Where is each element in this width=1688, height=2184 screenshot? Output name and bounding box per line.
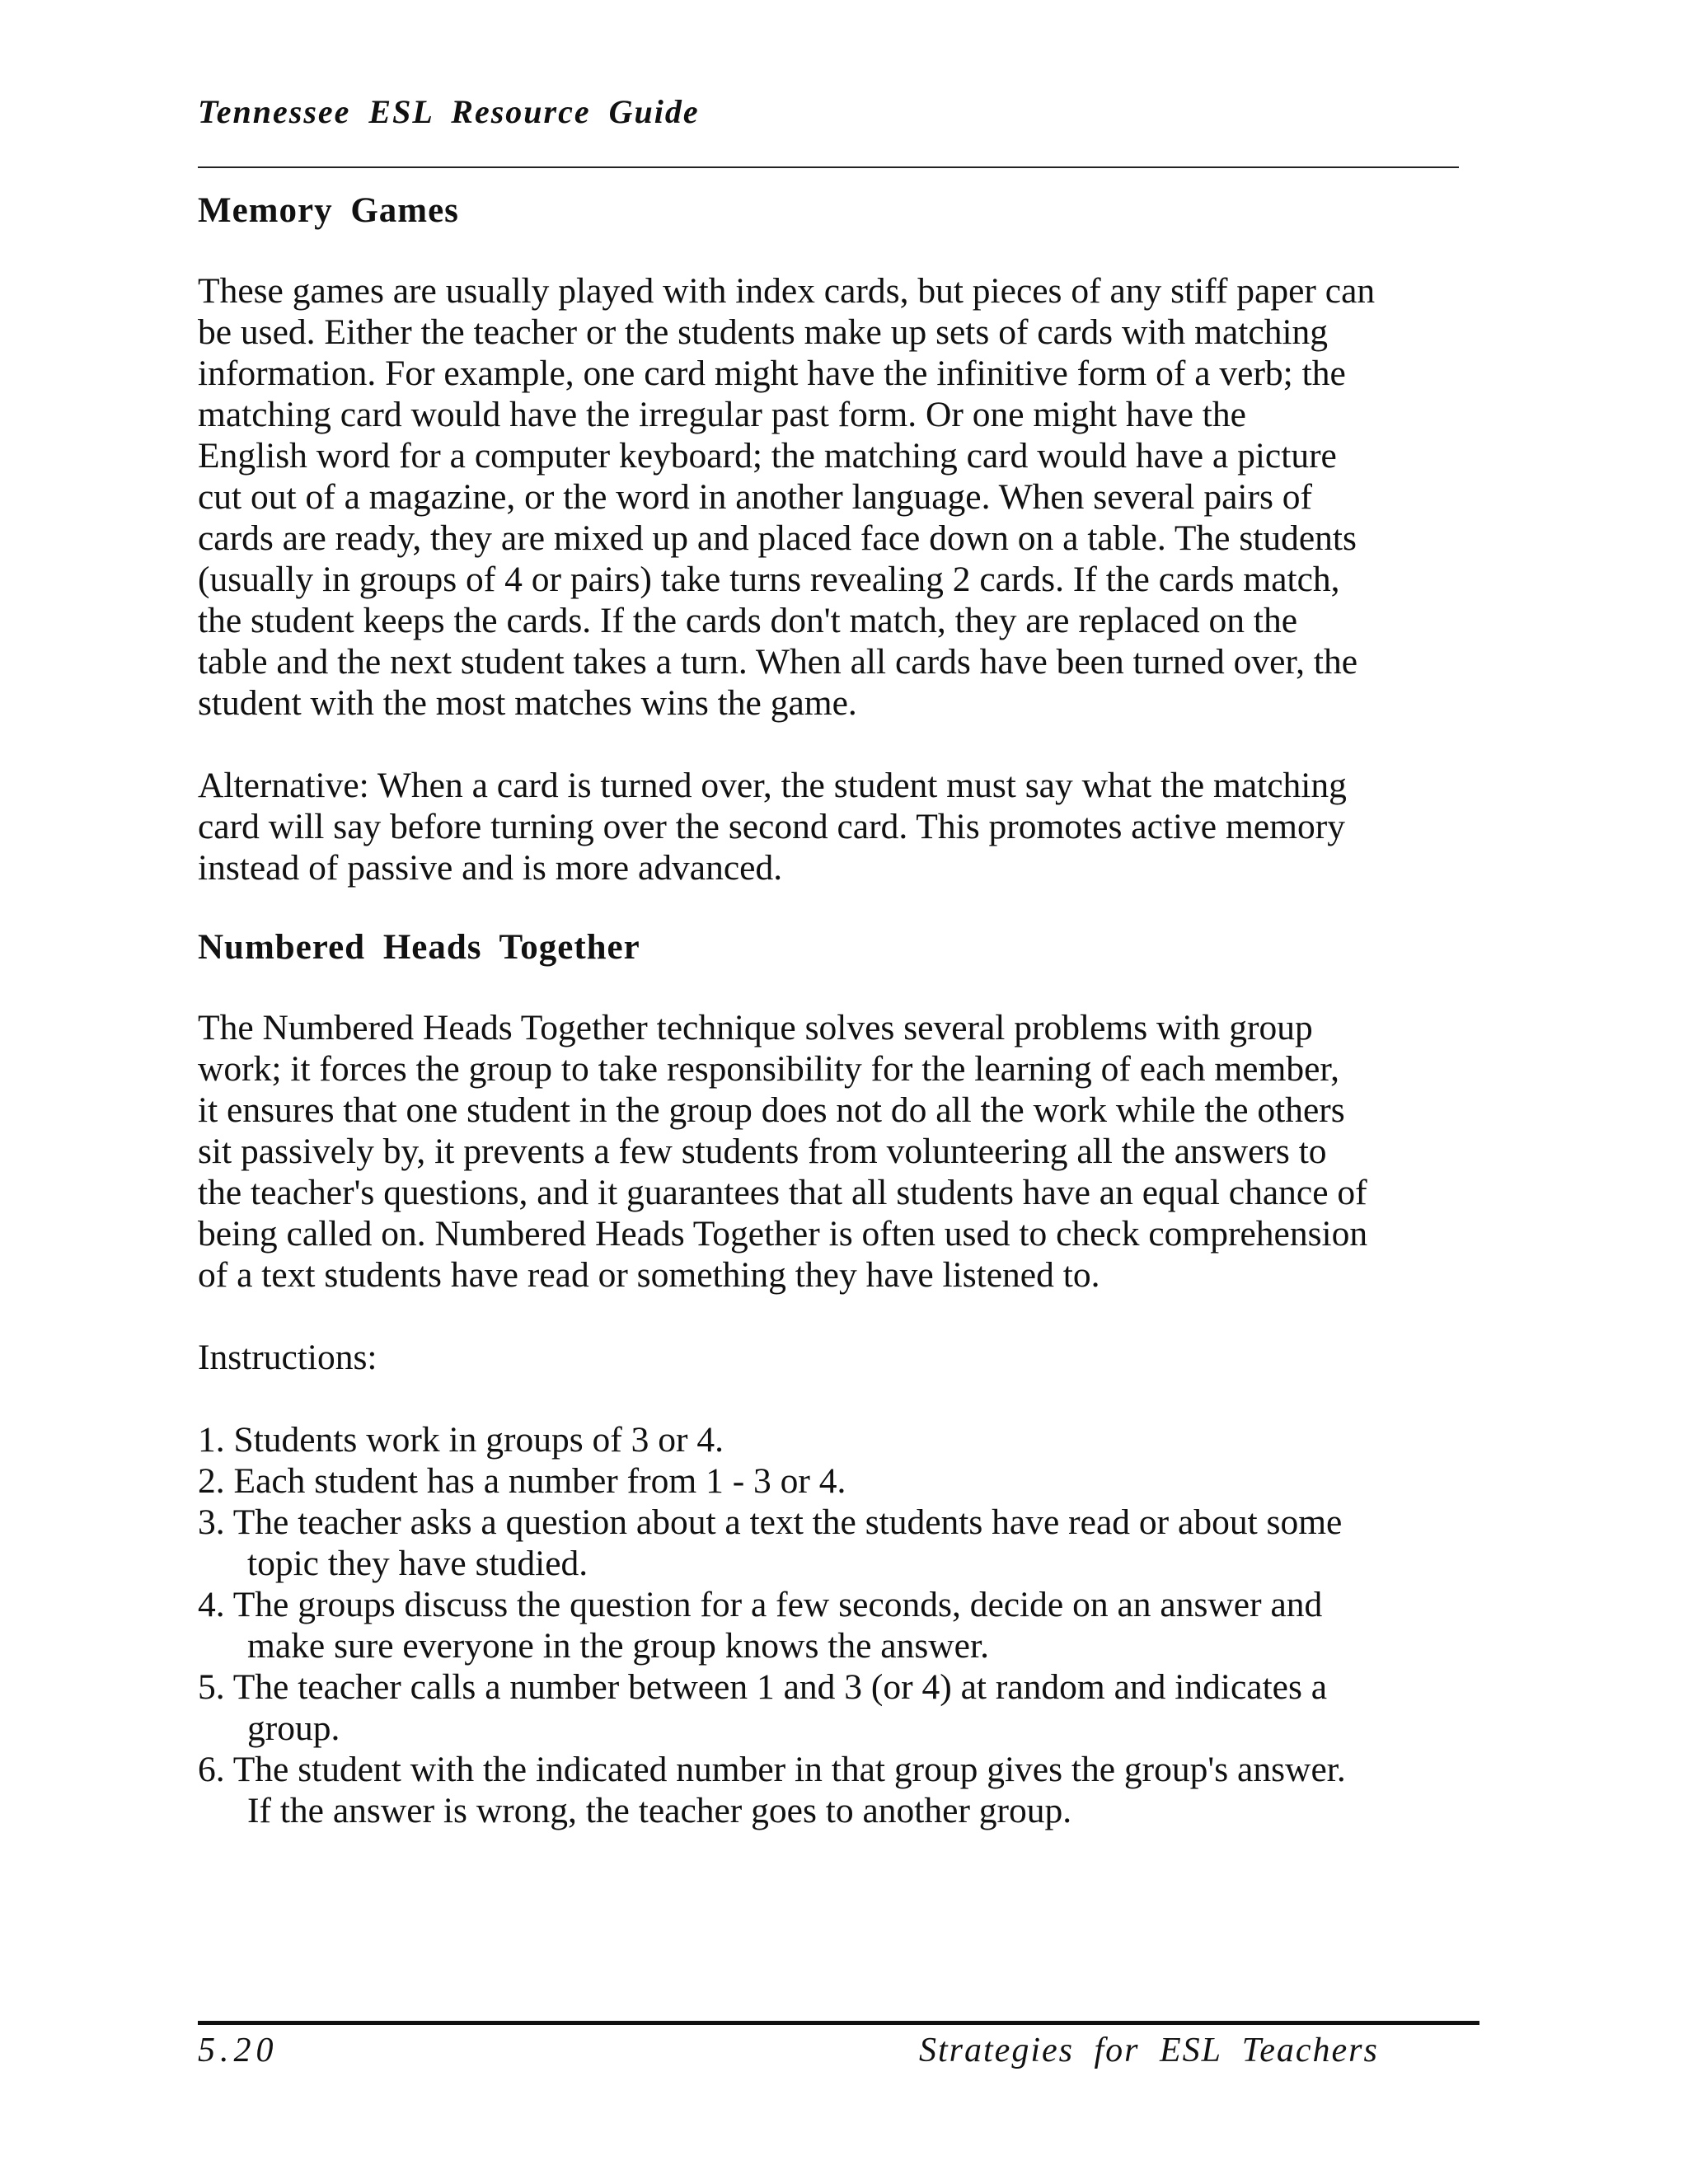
list-item-line: 2. Each student has a number from 1 - 3 or 4. [198, 1461, 846, 1501]
header-rule [198, 166, 1459, 168]
memory-games-paragraph [198, 270, 1484, 724]
numbered-heads-paragraph [198, 1007, 1484, 1296]
footer-rule [198, 2021, 1479, 2025]
text-line: student with the most matches wins the game. [198, 683, 857, 723]
text-line: (usually in groups of 4 or pairs) take turns revealing 2 cards. If the cards match, [198, 560, 1340, 599]
page-number: 5.20 [198, 2032, 279, 2069]
list-item-continuation: group. [247, 1708, 340, 1748]
list-item [198, 1419, 1484, 1460]
list-item-line: 4. The groups discuss the question for a few seconds, decide on an answer and [198, 1585, 1323, 1624]
text-line: cut out of a magazine, or the word in another language. When several pairs of [198, 477, 1313, 517]
list-item [198, 1502, 1484, 1584]
instructions-label: Instructions: [198, 1338, 377, 1377]
footer-chapter-title: Strategies for ESL Teachers [919, 2032, 1379, 2069]
text-line: card will say before turning over the second card. This promotes active memory [198, 807, 1345, 846]
text-line: being called on. Numbered Heads Together is often used to check comprehension [198, 1214, 1368, 1254]
text-line: sit passively by, it prevents a few students from volunteering all the answers to [198, 1132, 1327, 1171]
text-line: information. For example, one card might have the infinitive form of a verb; the [198, 354, 1346, 393]
text-line: of a text students have read or something they have listened to. [198, 1255, 1100, 1295]
memory-games-alternative-paragraph [198, 765, 1484, 888]
text-line: cards are ready, they are mixed up and placed face down on a table. The students [198, 518, 1357, 558]
text-line: matching card would have the irregular past form. Or one might have the [198, 395, 1246, 434]
text-line: These games are usually played with index cards, but pieces of any stiff paper can [198, 271, 1376, 311]
list-item-continuation: make sure everyone in the group knows the answer. [247, 1626, 989, 1666]
text-line: the student keeps the cards. If the cards don't match, they are replaced on the [198, 601, 1298, 640]
text-line: table and the next student takes a turn. When all cards have been turned over, the [198, 642, 1358, 682]
text-line: instead of passive and is more advanced. [198, 848, 783, 888]
list-item-line: 3. The teacher asks a question about a text the students have read or about some [198, 1502, 1343, 1542]
text-line: English word for a computer keyboard; the matching card would have a picture [198, 436, 1337, 476]
list-item [198, 1666, 1484, 1749]
list-item-line: 5. The teacher calls a number between 1 and 3 (or 4) at random and indicates a [198, 1667, 1328, 1707]
running-header: Tennessee ESL Resource Guide [198, 93, 700, 130]
list-item [198, 1584, 1484, 1666]
text-line: be used. Either the teacher or the students make up sets of cards with matching [198, 312, 1329, 352]
section-heading-numbered-heads: Numbered Heads Together [198, 928, 640, 967]
text-line: the teacher's questions, and it guarantees that all students have an equal chance of [198, 1173, 1367, 1212]
section-heading-memory-games: Memory Games [198, 191, 459, 230]
text-line: The Numbered Heads Together technique solves several problems with group [198, 1008, 1313, 1047]
list-item-line: 1. Students work in groups of 3 or 4. [198, 1420, 724, 1460]
list-item-continuation: If the answer is wrong, the teacher goes to another group. [247, 1791, 1072, 1830]
list-item [198, 1460, 1484, 1502]
text-line: it ensures that one student in the group does not do all the work while the others [198, 1090, 1345, 1130]
text-line: work; it forces the group to take responsibility for the learning of each member, [198, 1049, 1339, 1089]
list-item [198, 1749, 1484, 1831]
list-item-continuation: topic they have studied. [247, 1544, 588, 1583]
page-content [198, 188, 1484, 1831]
text-line: Alternative: When a card is turned over, the student must say what the matching [198, 766, 1347, 805]
list-item-line: 6. The student with the indicated number in that group gives the group's answer. [198, 1750, 1346, 1789]
instructions-list [198, 1419, 1484, 1831]
